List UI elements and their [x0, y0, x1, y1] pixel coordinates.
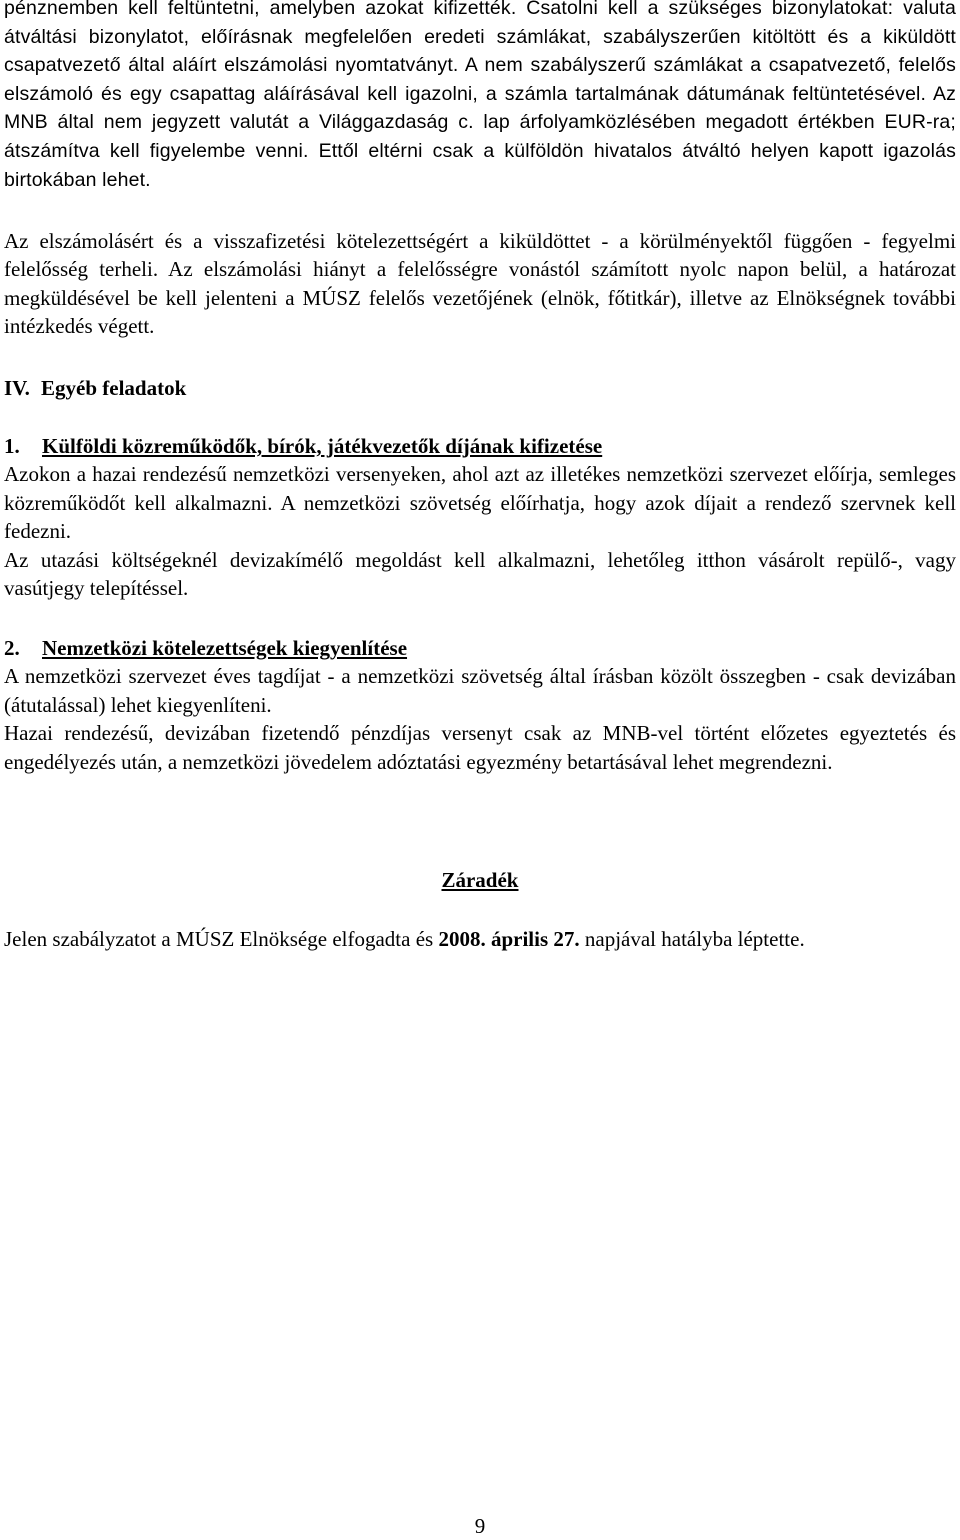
section-2-title: Nemzetközi kötelezettségek kiegyenlítése	[42, 636, 408, 660]
section-2-paragraph-2: Hazai rendezésű, devizában fizetendő pénzdíjas versenyt csak az MNB-vel történt előzetes egyeztetés és engedélyezés után, a nemzetközi jövedelem adóztatási egyezmény betartásával lehet megrendezni.	[4, 721, 956, 774]
section-2-paragraph-1: A nemzetközi szervezet éves tagdíjat - a nemzetközi szövetség által írásban közölt összegben - csak devizában (átutalással) lehet kiegyenlíteni.	[4, 664, 956, 717]
paragraph-settlement-requirements: pénznemben kell feltüntetni, amelyben azokat kifizették. Csatolni kell a szükséges bizonylatokat: valuta átváltási bizonylatot, előírásnak megfelelően eredeti számlákat, szabályszerűen kitöltött és a kiküldött csapatvezető által aláírt elszámolási nyomtatványt. A nem szabályszerű számlákat a csapatvezető, felelős elszámoló és egy csapattag aláírásával kell igazolni, a számla tartalmának dátumának feltüntetésével. Az MNB által nem jegyzett valutát a Világgazdaság c. lap árfolyamközlésében megadott értékben EUR-ra; átszámítva kell figyelembe venni. Ettől eltérni csak a külföldön hivatalos átváltó helyen kapott igazolás birtokában lehet.	[4, 0, 956, 191]
section-1-paragraph-2: Az utazási költségeknél devizakímélő megoldást kell alkalmazni, lehetőleg itthon vásárolt repülő-, vagy vasútjegy telepítéssel.	[4, 547, 956, 601]
effective-date-year: 2008.	[438, 927, 486, 951]
section-1-heading	[4, 432, 956, 460]
section-2	[4, 634, 956, 776]
closing-text-before: Jelen szabályzatot a MÚSZ Elnöksége elfogadta és	[4, 927, 434, 951]
section-2-heading	[4, 634, 956, 662]
closing-clause-text	[4, 925, 956, 953]
section-2-number: 2.	[4, 636, 20, 660]
chapter-number: IV.	[4, 376, 30, 400]
closing-text-after: napjával hatályba léptette.	[584, 927, 805, 951]
chapter-heading	[4, 374, 186, 402]
section-1-paragraph-1: Azokon a hazai rendezésű nemzetközi versenyeken, ahol azt az illetékes nemzetközi szervezet előírja, semleges közreműködőt kell alkalmazni. A nemzetközi szövetség előírhatja, hogy azok díjait a rendező szervnek kell fedezni.	[4, 462, 956, 544]
page-number: 9	[474, 1514, 486, 1538]
effective-date-month-day: április 27.	[490, 927, 580, 951]
chapter-title: Egyéb feladatok	[41, 376, 187, 400]
paragraph-liability: Az elszámolásért és a visszafizetési kötelezettségért a kiküldöttet - a körülményektől függően - fegyelmi felelősség terheli. Az elszámolási hiányt a felelősségre vonástól számított nyolc napon belül, a határozat megküldésével be kell jelenteni a MÚSZ felelős vezetőjének (elnök, főtitkár), illetve az Elnökségnek további intézkedés végett.	[4, 229, 956, 339]
section-1-title: Külföldi közreműködők, bírók, játékvezetők díjának kifizetése	[42, 434, 603, 458]
section-1	[4, 432, 956, 602]
closing-clause-title: Záradék	[441, 868, 519, 892]
section-1-number: 1.	[4, 434, 20, 458]
